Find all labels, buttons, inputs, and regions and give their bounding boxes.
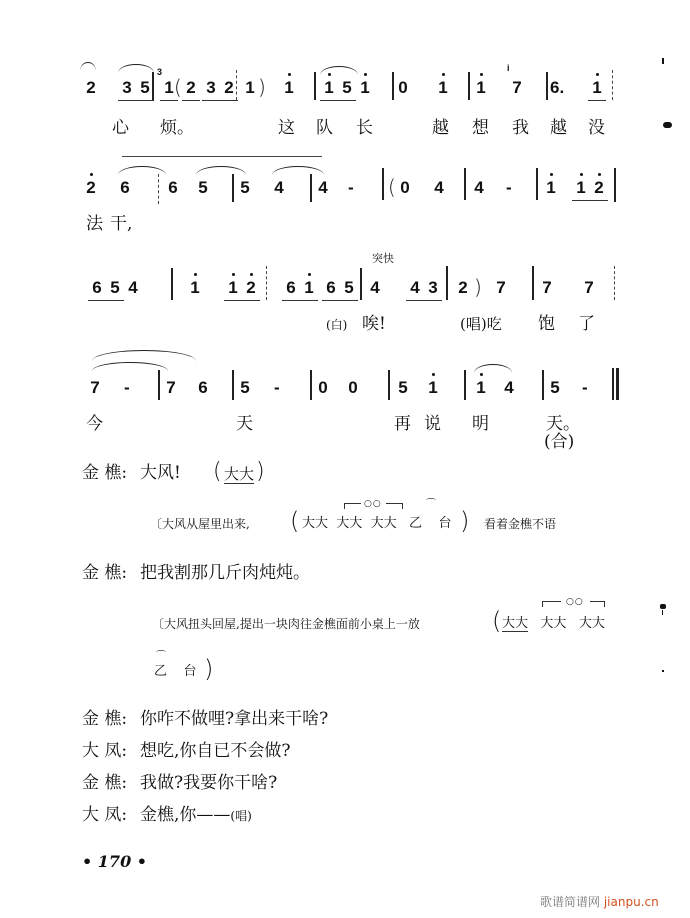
- lyric: 干,: [110, 214, 133, 234]
- dash: -: [582, 378, 588, 397]
- dialogue-line: [82, 462, 181, 484]
- note: 7: [542, 278, 552, 297]
- slur: [196, 166, 246, 175]
- perc-syllable: 大大: [578, 616, 605, 631]
- note: 4: [474, 178, 484, 197]
- barline: [532, 266, 534, 300]
- note: [120, 78, 134, 98]
- close-paren: ): [460, 507, 470, 535]
- barline: [171, 268, 173, 300]
- barline-dashed: [236, 70, 237, 100]
- perc-syllable: 台: [438, 516, 452, 531]
- note: 1: [358, 78, 372, 98]
- note-value: 5: [140, 78, 150, 97]
- note: 2: [84, 178, 98, 198]
- note: [426, 278, 440, 298]
- dialogue-text: 想吃,你自已不会做?: [140, 741, 291, 761]
- note: 1: [436, 78, 450, 98]
- barline: [232, 174, 234, 202]
- note-value: 6: [326, 278, 336, 297]
- close-paren: ): [258, 75, 266, 99]
- note: 7: [496, 278, 506, 297]
- phrase-line: [122, 156, 322, 157]
- note: [342, 278, 356, 298]
- open-paren: (: [174, 75, 182, 99]
- perc-syllable: 台: [183, 664, 197, 679]
- note: 5: [550, 378, 560, 397]
- perc-syllable: 大大: [224, 465, 255, 483]
- lyric: 想: [472, 118, 489, 138]
- note: [138, 78, 152, 98]
- note-value: 3: [428, 278, 438, 297]
- dialogue-line: [82, 740, 291, 762]
- note-value: 2: [186, 78, 196, 97]
- note: 1: [574, 178, 588, 198]
- barline: [314, 72, 316, 100]
- note: 1: [322, 78, 336, 98]
- lyric: 越: [550, 118, 567, 138]
- close-paren: ): [256, 459, 265, 484]
- speaker: 金 樵:: [82, 563, 128, 583]
- barline: [468, 72, 470, 100]
- note: 5: [240, 378, 250, 397]
- note: 6: [120, 178, 130, 197]
- stage-direction-text: 看着金樵不语: [484, 517, 557, 531]
- note-value: 5: [344, 278, 354, 297]
- note: 7: [584, 278, 594, 297]
- sung-marker: (唱): [230, 809, 252, 823]
- lyric: (唱)吃: [460, 315, 502, 333]
- speaker: 大 凤:: [82, 805, 128, 825]
- slur: [320, 66, 358, 75]
- note-value: 3: [122, 78, 132, 97]
- lyric: 越: [432, 118, 449, 138]
- note: 4: [274, 178, 284, 197]
- note: 6: [168, 178, 178, 197]
- barline: [382, 168, 384, 200]
- note: 2: [86, 78, 96, 97]
- close-paren: ): [474, 275, 482, 299]
- lyric: 饱: [538, 314, 555, 334]
- chorus-mark: (合): [544, 432, 575, 452]
- note: 5: [240, 178, 250, 197]
- slur: [118, 64, 154, 73]
- note: [284, 278, 298, 298]
- barline: [536, 168, 538, 200]
- note-value: 3: [206, 78, 216, 97]
- note: 4: [434, 178, 444, 197]
- scan-speck: [662, 58, 664, 64]
- dialogue-text: 金樵,你——: [140, 805, 231, 825]
- note: 0: [400, 178, 410, 197]
- open-paren: (: [213, 459, 222, 484]
- lyric: 今: [86, 414, 103, 434]
- note: [408, 278, 422, 298]
- barline: [392, 72, 394, 100]
- tempo-marking: 突快: [372, 252, 394, 265]
- stage-direction-text: 〔大风扭头回屋,提出一块肉往金樵面前小桌上一放: [152, 617, 420, 631]
- slur: [272, 166, 324, 175]
- percussion-notation: [302, 516, 452, 532]
- note-value: 5: [342, 78, 352, 97]
- dialogue-line: [82, 562, 310, 584]
- note: 1: [188, 278, 202, 298]
- note-value: 5: [110, 278, 120, 297]
- speaker: 金 樵:: [82, 773, 128, 793]
- circles-mark: ○○: [364, 499, 382, 509]
- barline: [310, 370, 312, 400]
- barline: [232, 370, 234, 400]
- perc-syllable: 大大: [502, 616, 529, 631]
- note: 5: [198, 178, 208, 197]
- note: 4: [504, 378, 514, 397]
- open-paren: (: [290, 507, 300, 535]
- perc-syllable: 大大: [302, 516, 329, 531]
- lyric: 明: [472, 414, 489, 434]
- dialogue-line: [82, 804, 252, 827]
- dialogue-line: [82, 772, 277, 794]
- barline: [446, 266, 448, 300]
- dash: -: [506, 178, 512, 197]
- note: 0: [398, 78, 408, 97]
- barline: [310, 174, 312, 202]
- perc-syllable: 大大: [370, 516, 397, 531]
- bracket: [542, 601, 561, 607]
- note: 1: [282, 78, 296, 98]
- lyric: 说: [424, 414, 441, 434]
- note: 1: [474, 378, 488, 398]
- barline: [546, 72, 548, 100]
- dash: -: [124, 378, 130, 397]
- note: 0: [348, 378, 358, 397]
- barline: [152, 72, 154, 100]
- barline-dashed: [612, 70, 613, 100]
- note: 6: [198, 378, 208, 397]
- note: 1: [245, 78, 255, 97]
- final-barline: [612, 368, 614, 400]
- note: [222, 78, 236, 98]
- note: 6.: [550, 78, 565, 97]
- stage-direction-text: 〔大风从屋里出来,: [150, 517, 250, 531]
- barline-dashed: [614, 266, 615, 300]
- lyric: 队: [316, 118, 333, 138]
- note: 1: [226, 278, 240, 298]
- bracket: [590, 601, 605, 607]
- watermark-url: jianpu.cn: [603, 895, 659, 909]
- note-value: 1: [164, 78, 174, 97]
- grace-note: i: [507, 63, 510, 73]
- note: [204, 78, 218, 98]
- note: 2: [458, 278, 468, 297]
- note: 1: [302, 278, 316, 298]
- scan-speck: [662, 670, 664, 672]
- barline: [360, 268, 362, 300]
- lyric: 天。: [546, 414, 580, 434]
- watermark: [540, 893, 659, 910]
- circles-mark: ○○: [566, 597, 584, 607]
- note-value: 4: [410, 278, 420, 297]
- note: 7: [166, 378, 176, 397]
- dialogue-text: 大风!: [140, 463, 181, 483]
- lyric: 天: [236, 414, 253, 434]
- bracket: [386, 503, 403, 509]
- note: 2: [244, 278, 258, 298]
- note-value: 6: [286, 278, 296, 297]
- open-paren: (: [492, 607, 502, 635]
- lyric: 唉!: [362, 314, 386, 334]
- watermark-site: 歌谱简谱网: [540, 895, 601, 909]
- lyric: 再: [394, 414, 411, 434]
- perc-syllable: 大大: [540, 616, 567, 631]
- percussion-notation: [502, 616, 605, 632]
- note: 4: [128, 278, 138, 297]
- note: 1: [426, 378, 440, 398]
- note: 1: [474, 78, 488, 98]
- slur: [92, 350, 196, 361]
- lyric: 长: [356, 118, 373, 138]
- open-paren: (: [388, 175, 396, 199]
- perc-syllable: 大大: [336, 516, 363, 531]
- lyric: 没: [588, 118, 605, 138]
- dialogue-text: 我做?我要你干啥?: [140, 773, 278, 793]
- scan-speck: [662, 610, 663, 615]
- final-barline: [616, 368, 619, 400]
- barline-dashed: [158, 174, 159, 204]
- tie-slur: [80, 62, 96, 71]
- scan-speck: [663, 122, 672, 128]
- dialogue-text: 你咋不做哩?拿出来干啥?: [140, 709, 329, 729]
- barline: [464, 168, 466, 200]
- note: 1: [590, 78, 604, 98]
- note: 1: [544, 178, 558, 198]
- note: 7: [512, 78, 522, 97]
- note: [108, 278, 122, 298]
- dialogue-text: 把我割那几斤肉炖炖。: [140, 563, 310, 583]
- barline: [614, 168, 616, 202]
- fermata-icon: ⌒: [156, 651, 166, 662]
- speaker: 大 凤:: [82, 741, 128, 761]
- slur: [92, 362, 168, 371]
- lyric: 心: [112, 118, 129, 138]
- bracket: [344, 503, 361, 509]
- note-value: 2: [224, 78, 234, 97]
- spoken-marker: (白): [326, 318, 348, 332]
- dash: -: [348, 178, 354, 197]
- slur: [474, 364, 512, 373]
- lyric: 我: [512, 118, 529, 138]
- grace-note: 3: [157, 67, 163, 77]
- perc-syllable: 乙: [154, 664, 168, 679]
- barline: [464, 370, 466, 400]
- note: [340, 78, 354, 98]
- note: 4: [370, 278, 380, 297]
- barline: [158, 370, 160, 400]
- percussion-notation: [224, 466, 254, 482]
- note: 7: [90, 378, 100, 397]
- perc-syllable: 乙: [408, 516, 422, 531]
- note: 4: [318, 178, 328, 197]
- close-paren: ): [204, 655, 214, 683]
- lyric: 了: [578, 314, 595, 334]
- lyric: 这: [278, 118, 295, 138]
- note: 5: [398, 378, 408, 397]
- lyric: 法: [86, 214, 103, 234]
- note: 0: [318, 378, 328, 397]
- fermata-icon: ⌒: [426, 499, 436, 510]
- speaker: 金 樵:: [82, 463, 128, 483]
- barline-dashed: [266, 266, 267, 300]
- note-value: 6: [92, 278, 102, 297]
- barline: [388, 370, 390, 400]
- dialogue-line: [82, 708, 328, 730]
- note: [324, 278, 338, 298]
- note: 2: [592, 178, 606, 198]
- page-number: • 170 •: [82, 852, 147, 871]
- barline: [542, 370, 544, 400]
- dash: -: [274, 378, 280, 397]
- speaker: 金 樵:: [82, 709, 128, 729]
- scan-speck: [660, 604, 666, 609]
- note: [90, 278, 104, 298]
- lyric: 烦。: [160, 118, 194, 138]
- percussion-notation: [154, 664, 197, 680]
- note: [184, 78, 198, 98]
